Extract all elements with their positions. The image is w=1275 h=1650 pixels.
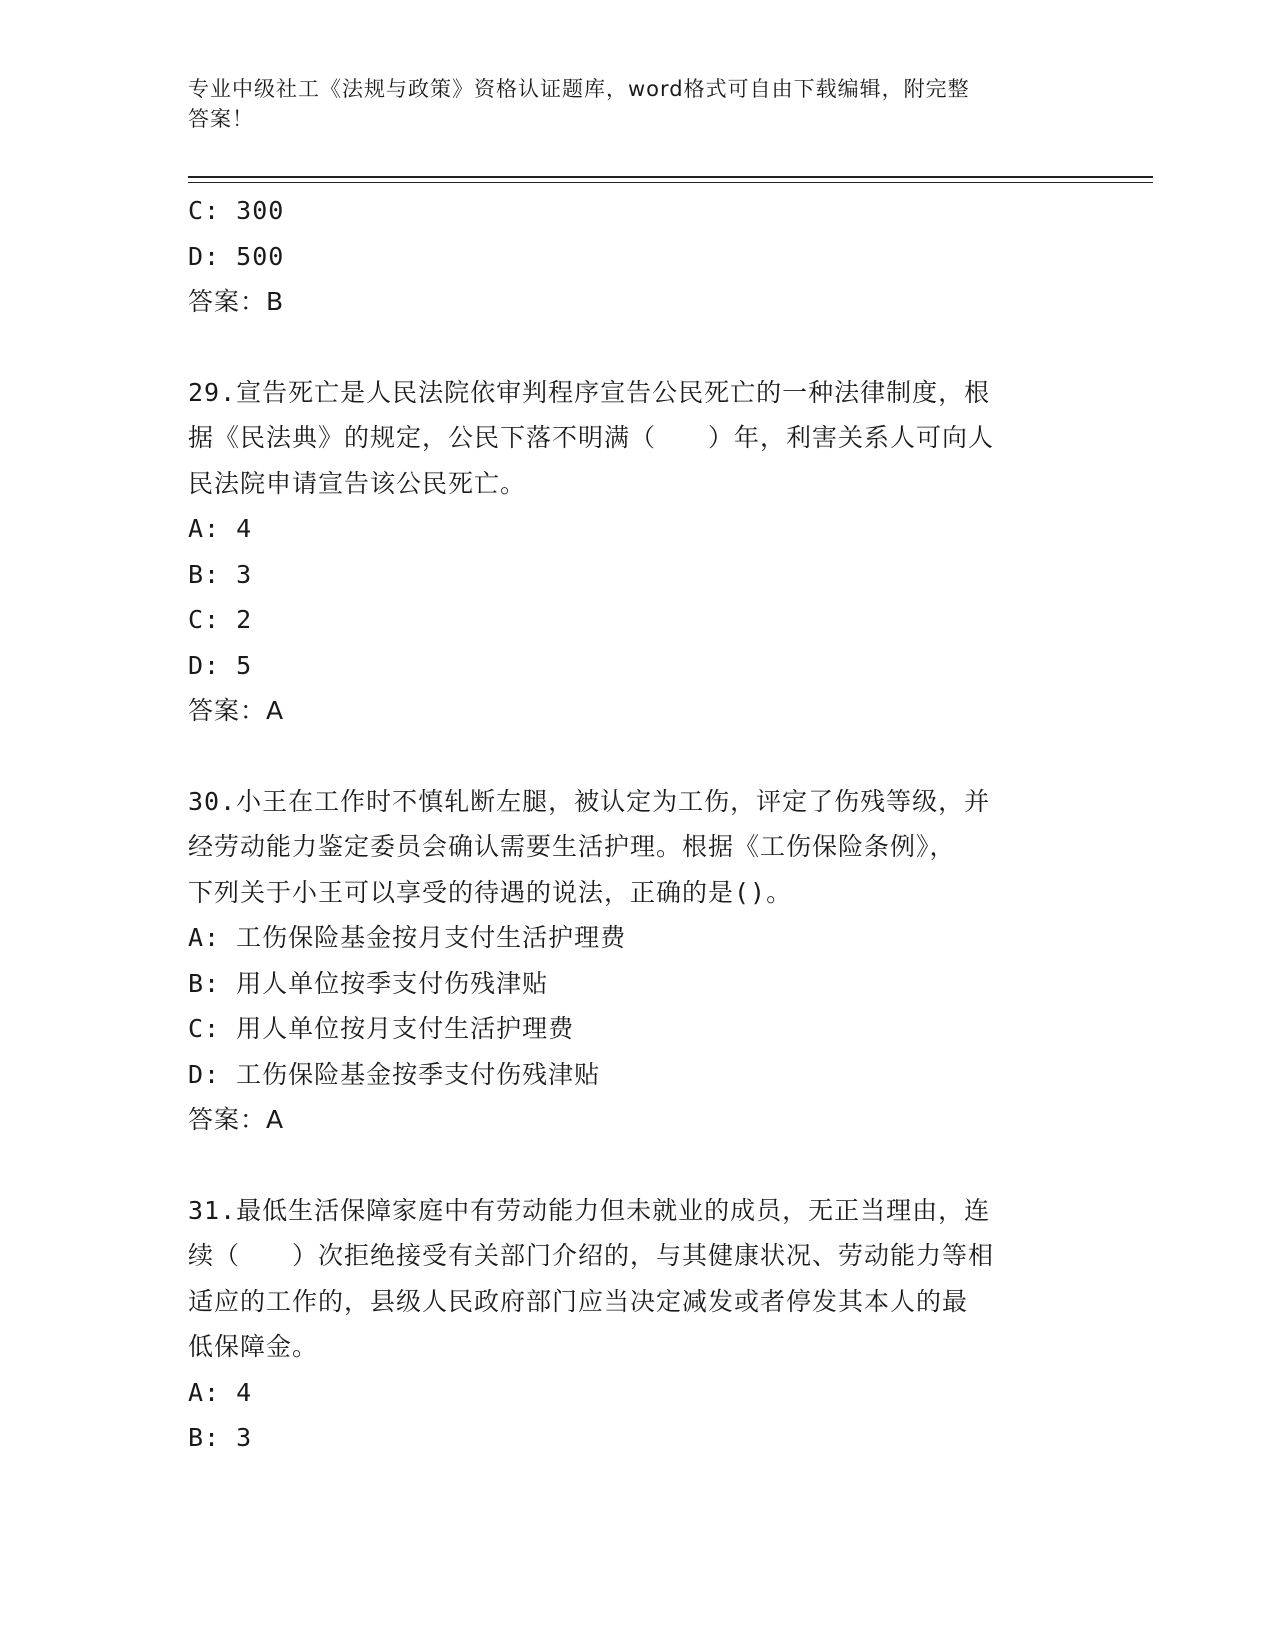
- question-text: [188, 1188, 1088, 1370]
- question-text-line: 据《民法典》的规定，公民下落不明满（ ）年，利害关系人可向人: [188, 423, 995, 452]
- header-line-1: 专业中级社工《法规与政策》资格认证题库，word格式可自由下载编辑，附完整: [188, 77, 970, 101]
- question-text-line: 低保障金。: [188, 1332, 319, 1361]
- option-d: D: 500: [188, 241, 285, 271]
- question-text-line: 下列关于小王可以享受的待遇的说法，正确的是()。: [188, 877, 793, 907]
- option-c: C: 2: [188, 605, 253, 634]
- question-30: [188, 779, 1088, 1143]
- option-a: A: 4: [188, 514, 253, 543]
- question-text-line: 经劳动能力鉴定委员会确认需要生活护理。根据《工伤保险条例》，: [188, 832, 956, 861]
- option-c: C: 300: [188, 196, 285, 225]
- option-b: B: 3: [188, 1423, 253, 1452]
- question-spacer: [188, 1143, 1088, 1188]
- answer-line: 答案：B: [188, 287, 285, 316]
- question-29: [188, 370, 1088, 734]
- question-spacer: [188, 734, 1088, 779]
- option-b: B: 3: [188, 559, 253, 589]
- document-header: [188, 74, 1068, 134]
- question-28-tail: [188, 188, 1088, 325]
- question-text: [188, 779, 1088, 916]
- header-divider-thin: [188, 182, 1153, 183]
- question-text-line: 民法院申请宣告该公民死亡。: [188, 468, 527, 498]
- option-d: D: 工伤保险基金按季支付伤残津贴: [188, 1059, 601, 1089]
- option-c: C: 用人单位按月支付生活护理费: [188, 1014, 575, 1043]
- header-divider-thick: [188, 176, 1153, 178]
- option-d: D: 5: [188, 650, 253, 680]
- question-text-line: 适应的工作的，县级人民政府部门应当决定减发或者停发其本人的最: [188, 1286, 969, 1316]
- option-b: B: 用人单位按季支付伤残津贴: [188, 968, 549, 998]
- answer-line: 答案：A: [188, 696, 285, 725]
- option-a: A: 工伤保险基金按月支付生活护理费: [188, 923, 627, 952]
- question-text-line: 29.宣告死亡是人民法院依审判程序宣告公民死亡的一种法律制度，根: [188, 377, 991, 407]
- question-content: [188, 188, 1088, 1461]
- option-a: A: 4: [188, 1377, 253, 1407]
- question-text-line: 30.小王在工作时不慎轧断左腿，被认定为工伤，评定了伤残等级，并: [188, 786, 991, 816]
- question-spacer: [188, 325, 1088, 370]
- answer-line: 答案：A: [188, 1105, 285, 1134]
- question-text-line: 31.最低生活保障家庭中有劳动能力但未就业的成员，无正当理由，连: [188, 1195, 991, 1225]
- question-31: [188, 1188, 1088, 1461]
- header-line-2: 答案！: [188, 107, 254, 131]
- question-text: [188, 370, 1088, 507]
- question-text-line: 续（ ）次拒绝接受有关部门介绍的，与其健康状况、劳动能力等相: [188, 1241, 995, 1270]
